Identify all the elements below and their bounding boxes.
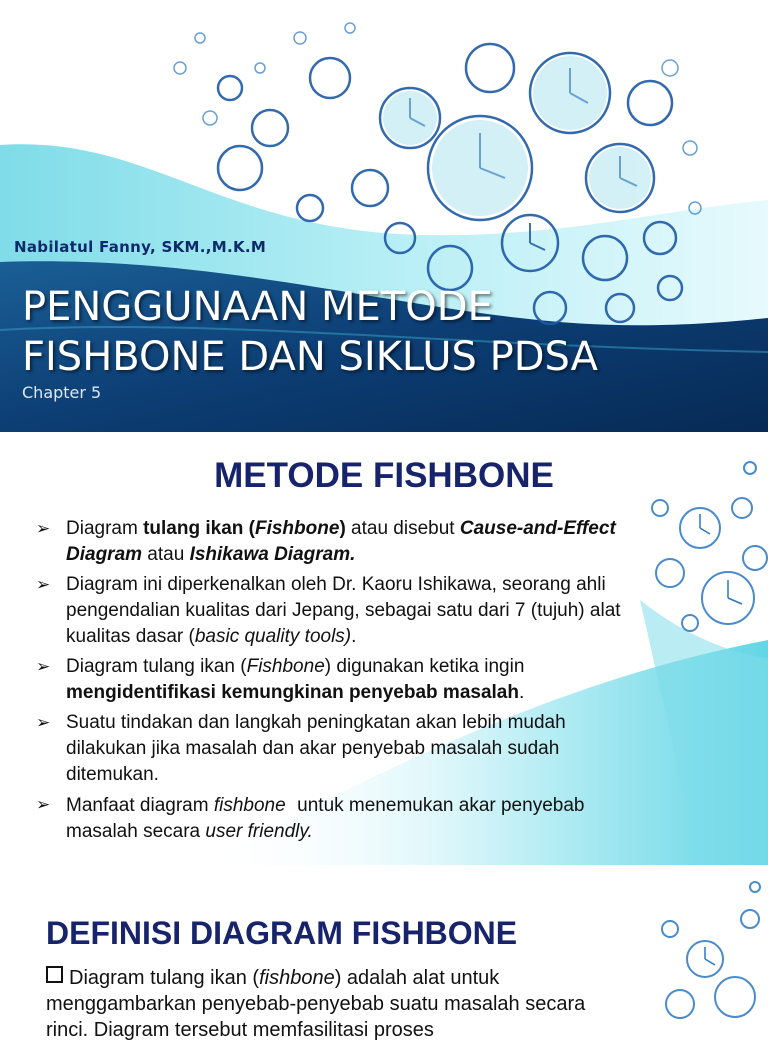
list-item: ➢ Manfaat diagram fishbone untuk menemukan akar penyebab masalah secara user friendly. xyxy=(36,792,636,845)
arrow-bullet-icon: ➢ xyxy=(36,519,51,538)
list-item: ➢ Diagram tulang ikan (Fishbone) digunakan ketika ingin mengidentifikasi kemungkinan penyebab masalah. xyxy=(36,656,525,703)
square-bullet-icon xyxy=(46,966,63,983)
slide-title: DEFINISI DIAGRAM FISHBONE xyxy=(46,915,518,951)
definisi-fishbone-slide xyxy=(0,873,768,1041)
arrow-bullet-icon: ➢ xyxy=(36,713,51,732)
clock-bubbles-decoration xyxy=(630,879,768,1024)
list-item: ➢ Diagram ini diperkenalkan oleh Dr. Kaoru Ishikawa, seorang ahli pengendalian kualitas dari Jepang, sebagai satu dari 7 (tujuh) alat kualitas dasar (basic quality tools). xyxy=(36,574,621,647)
arrow-bullet-icon: ➢ xyxy=(36,657,51,676)
missing-glyph-icon xyxy=(286,794,297,816)
arrow-bullet-icon: ➢ xyxy=(36,795,51,814)
arrow-bullet-icon: ➢ xyxy=(36,575,51,594)
bullet-list xyxy=(36,516,636,849)
metode-fishbone-slide xyxy=(0,440,768,865)
definition-paragraph: Diagram tulang ikan (fishbone) adalah alat untuk menggambarkan penyebab-penyebab suatu masalah secara rinci. Diagram tersebut memfasilitasi proses xyxy=(46,967,586,1041)
title-line-2: FISHBONE DAN SIKLUS PDSA xyxy=(22,334,599,380)
title-slide xyxy=(0,0,768,432)
author-name: Nabilatul Fanny, SKM.,M.K.M xyxy=(14,238,267,256)
list-item: ➢ Diagram tulang ikan (Fishbone) atau disebut Cause-and-Effect Diagram atau Ishikawa Diagram. xyxy=(36,518,616,565)
title-line-1: PENGGUNAAN METODE xyxy=(22,284,493,330)
chapter-subtitle: Chapter 5 xyxy=(22,383,102,402)
slide-title: METODE FISHBONE xyxy=(214,456,554,495)
presentation-title xyxy=(22,282,598,382)
list-item: ➢ Suatu tindakan dan langkah peningkatan akan lebih mudah dilakukan jika masalah dan akar penyebab masalah sudah ditemukan. xyxy=(36,712,566,785)
